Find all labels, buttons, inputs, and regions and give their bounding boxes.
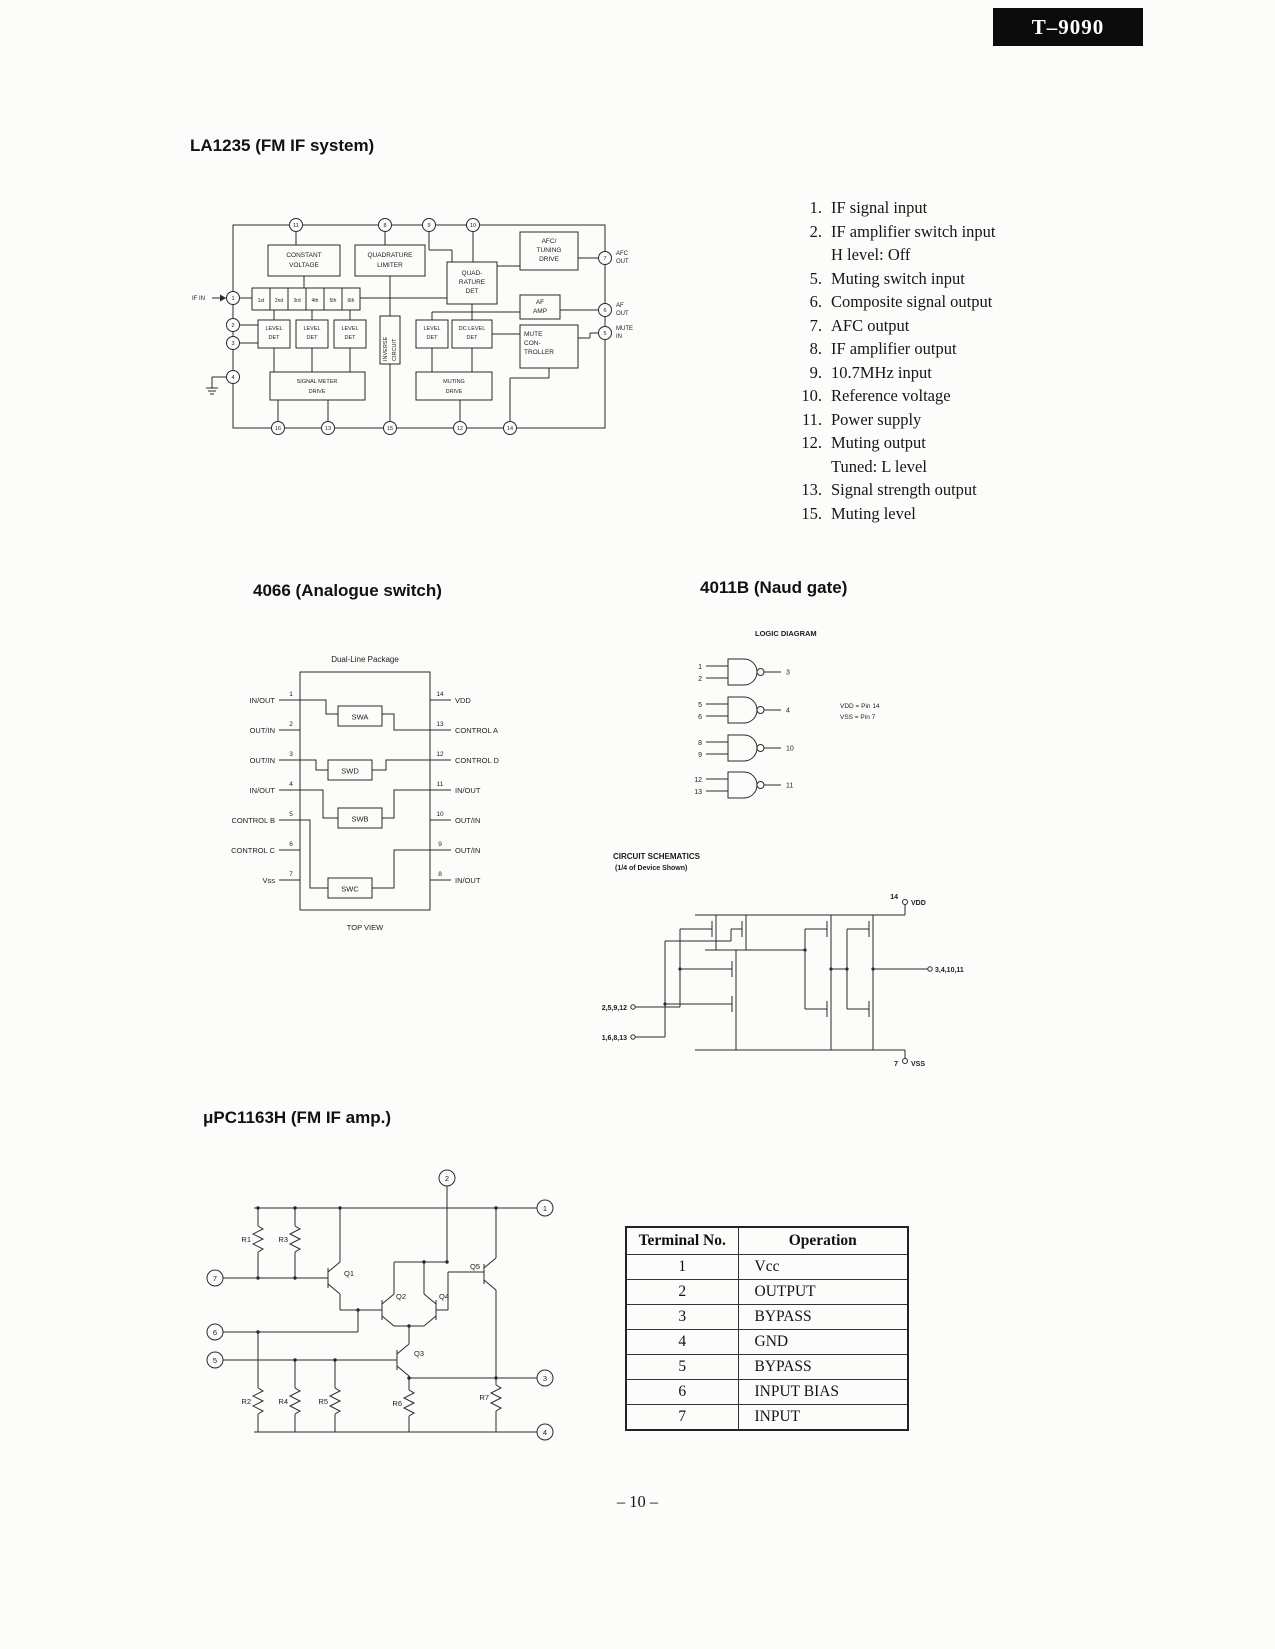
note-number bbox=[788, 243, 822, 267]
input-pins-label: 2,5,9,12 bbox=[601, 1005, 627, 1012]
upc-wires bbox=[223, 1186, 537, 1432]
resistor-label: R3 bbox=[278, 1235, 288, 1244]
note-item bbox=[788, 220, 996, 244]
io-label: MUTE bbox=[616, 326, 633, 332]
pin-number: 11 bbox=[293, 223, 299, 229]
note-text: Muting output bbox=[831, 433, 926, 452]
nand-gate-4 bbox=[694, 772, 793, 798]
note-text: H level: Off bbox=[831, 245, 911, 264]
note-text: IF amplifier switch input bbox=[831, 221, 996, 241]
table-row bbox=[626, 1405, 908, 1431]
pin-number: 1 bbox=[231, 296, 235, 302]
stage-label: 1st bbox=[257, 298, 265, 304]
upc-resistors bbox=[253, 1208, 501, 1432]
note-item bbox=[788, 478, 996, 502]
logic-diagram-label: LOGIC DIAGRAM bbox=[755, 629, 817, 638]
note-number: 6. bbox=[809, 292, 822, 311]
transistor-label: Q5 bbox=[469, 1262, 480, 1271]
pin-number: 4 bbox=[289, 781, 293, 788]
pin-label: CONTROL C bbox=[231, 846, 275, 855]
note-number: 7. bbox=[809, 315, 822, 335]
input-pins-label: 1,6,8,13 bbox=[601, 1035, 627, 1042]
terminal-cell: 4 bbox=[626, 1330, 738, 1355]
block-label: DRIVE bbox=[445, 389, 463, 395]
io-label: OUT bbox=[616, 311, 629, 317]
block-label: AFC/ bbox=[541, 238, 557, 245]
la1235-notes-list bbox=[788, 196, 996, 525]
terminal-cell: 7 bbox=[626, 1405, 738, 1431]
pin-number: 1 bbox=[289, 691, 293, 698]
la1235-block-diagram bbox=[190, 198, 650, 448]
ic4011b-circuit-schematic bbox=[595, 845, 965, 1080]
pin-number: 4 bbox=[542, 1428, 548, 1437]
top-view-label: TOP VIEW bbox=[346, 923, 384, 932]
output-pins-label: 3,4,10,11 bbox=[935, 967, 964, 974]
la1235-section-title: LA1235 (FM IF system) bbox=[190, 136, 375, 155]
pin-number: 16 bbox=[274, 426, 282, 432]
resistor-label: R7 bbox=[479, 1393, 489, 1402]
block-label: QUADRATURE bbox=[367, 252, 413, 259]
note-item bbox=[788, 431, 996, 455]
pin-number: 6 bbox=[289, 841, 293, 848]
column-header: Terminal No. bbox=[626, 1227, 738, 1255]
pin-label: Vss bbox=[262, 876, 275, 885]
note-number: 12. bbox=[801, 433, 822, 452]
note-item bbox=[788, 267, 996, 291]
document-code-badge bbox=[993, 8, 1143, 46]
note-text: IF signal input bbox=[831, 198, 928, 217]
note-number: 5. bbox=[809, 268, 822, 288]
page-number: – 10 – bbox=[616, 1492, 659, 1511]
resistor-label: R6 bbox=[392, 1399, 402, 1408]
resistor-label: R1 bbox=[241, 1235, 251, 1244]
pin-number: 11 bbox=[436, 781, 444, 788]
vss-label: VSS bbox=[911, 1061, 926, 1068]
io-label: IN bbox=[616, 334, 622, 340]
note-item bbox=[788, 408, 996, 432]
block-label: DRIVE bbox=[539, 256, 559, 263]
block-label: LEVEL bbox=[265, 326, 283, 332]
cmos-wires bbox=[631, 900, 932, 1064]
gate-output-number: 10 bbox=[786, 745, 794, 753]
pin-number: 12 bbox=[436, 751, 444, 758]
block-label: LIMITER bbox=[377, 262, 403, 269]
vss-pin-number: 7 bbox=[894, 1061, 898, 1068]
note-item bbox=[788, 337, 996, 361]
note-item bbox=[788, 290, 996, 314]
note-number: 9. bbox=[809, 362, 822, 382]
pin-label: OUT/IN bbox=[455, 846, 481, 855]
note-number: 1. bbox=[809, 198, 822, 217]
terminal-operation-table bbox=[625, 1226, 909, 1431]
table-row bbox=[626, 1305, 908, 1330]
terminal-cell: 5 bbox=[626, 1355, 738, 1380]
gate-input-number: 6 bbox=[698, 714, 702, 721]
block-label: VOLTAGE bbox=[289, 262, 319, 269]
note-number: 2. bbox=[809, 221, 822, 241]
pin-number: 12 bbox=[456, 426, 464, 432]
note-text: Tuned: L level bbox=[831, 456, 927, 476]
ic4066-internal-wires bbox=[300, 700, 430, 888]
gate-input-number: 9 bbox=[698, 752, 702, 759]
pin-number: 5 bbox=[212, 1356, 218, 1365]
pin-number: 7 bbox=[289, 871, 293, 878]
terminal-cell: 3 bbox=[626, 1305, 738, 1330]
upc1163h-schematic bbox=[190, 1142, 585, 1462]
terminal-cell: 1 bbox=[626, 1255, 738, 1280]
operation-cell: GND bbox=[738, 1330, 908, 1355]
pin-label: IN/OUT bbox=[249, 786, 275, 795]
pin-label: OUT/IN bbox=[249, 756, 275, 765]
pin-label: IN/OUT bbox=[249, 696, 275, 705]
block-label: DET bbox=[344, 335, 356, 341]
pin-number: 6 bbox=[212, 1328, 218, 1337]
vdd-label: VDD bbox=[911, 900, 926, 907]
note-item bbox=[788, 314, 996, 338]
pin-number: 7 bbox=[603, 256, 607, 262]
pin-number: 3 bbox=[231, 341, 235, 347]
block-label: INVERSE bbox=[383, 336, 389, 361]
note-text: Composite signal output bbox=[831, 292, 993, 311]
note-text: IF amplifier output bbox=[831, 339, 957, 358]
table-row bbox=[626, 1330, 908, 1355]
la1235-block-labels bbox=[258, 238, 562, 395]
note-text: Muting switch input bbox=[831, 268, 965, 288]
pin-number: 15 bbox=[386, 426, 394, 432]
ic4011b-logic-diagram bbox=[688, 622, 988, 812]
gate-input-number: 13 bbox=[694, 789, 702, 796]
io-label: AF bbox=[616, 303, 624, 309]
block-label: LEVEL bbox=[303, 326, 321, 332]
gate-output-number: 4 bbox=[786, 707, 790, 715]
pin-number: 8 bbox=[383, 223, 387, 229]
pin-label: CONTROL D bbox=[455, 756, 499, 765]
arrowhead-icon bbox=[220, 295, 226, 302]
stage-label: 6th bbox=[347, 298, 355, 304]
switch-label: SWA bbox=[351, 712, 369, 722]
pin-number: 3 bbox=[289, 751, 293, 758]
pin-number: 2 bbox=[231, 323, 235, 329]
transistor-label: Q3 bbox=[414, 1349, 425, 1358]
nand-gate-2 bbox=[698, 697, 790, 723]
block-label: SIGNAL METER bbox=[296, 379, 338, 385]
pin-label: OUT/IN bbox=[249, 726, 275, 735]
switch-label: SWB bbox=[351, 814, 369, 824]
upc-part-labels bbox=[241, 1235, 489, 1408]
pin-number: 2 bbox=[444, 1174, 450, 1183]
switch-label: SWD bbox=[341, 766, 359, 776]
pin-label: CONTROL A bbox=[455, 726, 499, 735]
note-number: 15. bbox=[801, 503, 822, 523]
pin-number: 5 bbox=[603, 331, 607, 337]
table-row bbox=[626, 1380, 908, 1405]
pin-label: IN/OUT bbox=[455, 876, 481, 885]
gate-output-number: 11 bbox=[786, 782, 794, 790]
resistor-label: R5 bbox=[318, 1397, 328, 1406]
pin-label: VDD bbox=[455, 696, 471, 705]
transistor-label: Q4 bbox=[439, 1292, 450, 1301]
block-label: DET bbox=[465, 288, 479, 295]
ic4066-package bbox=[300, 655, 430, 932]
stage-label: 5th bbox=[329, 298, 337, 304]
note-number bbox=[788, 455, 822, 479]
pin-number: 3 bbox=[542, 1374, 548, 1383]
block-label: DC LEVEL bbox=[458, 326, 486, 332]
note-item bbox=[788, 384, 996, 408]
note-number: 13. bbox=[801, 480, 822, 499]
resistor-label: R2 bbox=[241, 1397, 251, 1406]
operation-cell: BYPASS bbox=[738, 1355, 908, 1380]
transistor-label: Q1 bbox=[344, 1269, 355, 1278]
block-label: LEVEL bbox=[341, 326, 359, 332]
upc-transistors bbox=[328, 1208, 496, 1376]
operation-cell: BYPASS bbox=[738, 1305, 908, 1330]
pin-number: 10 bbox=[469, 223, 477, 229]
vss-note: VSS = Pin 7 bbox=[840, 714, 876, 721]
operation-cell: OUTPUT bbox=[738, 1280, 908, 1305]
block-label: MUTING bbox=[443, 379, 465, 385]
note-item bbox=[788, 196, 996, 220]
io-label: IF IN bbox=[192, 296, 205, 302]
note-text: Muting level bbox=[831, 503, 916, 523]
gate-output-number: 3 bbox=[786, 669, 790, 677]
gate-input-number: 8 bbox=[698, 740, 702, 747]
upc1163h-section-title: μPC1163H (FM IF amp.) bbox=[203, 1108, 391, 1127]
document-code: T–9090 bbox=[1031, 14, 1105, 39]
nand-gate-1 bbox=[698, 659, 790, 685]
table-row bbox=[626, 1255, 908, 1280]
block-label: CIRCUIT bbox=[392, 338, 398, 361]
pin-label: IN/OUT bbox=[455, 786, 481, 795]
pin-number: 4 bbox=[231, 375, 235, 381]
operation-cell: INPUT BIAS bbox=[738, 1380, 908, 1405]
block-label: DRIVE bbox=[308, 389, 326, 395]
block-label: QUAD- bbox=[461, 270, 483, 277]
stage-label: 4th bbox=[311, 298, 319, 304]
pin-number: 13 bbox=[324, 426, 332, 432]
vdd-note: VDD = Pin 14 bbox=[840, 703, 880, 710]
pin-label: CONTROL B bbox=[231, 816, 275, 825]
note-text: Reference voltage bbox=[831, 386, 951, 405]
schematic-label: (1/4 of Device Shown) bbox=[615, 865, 688, 872]
note-item bbox=[788, 455, 996, 479]
note-number: 11. bbox=[801, 409, 822, 429]
cmos-labels bbox=[602, 894, 964, 1068]
pin-number: 14 bbox=[506, 426, 514, 432]
ic4066-switch-boxes bbox=[328, 706, 382, 898]
note-text: Signal strength output bbox=[831, 480, 977, 499]
pin-number: 2 bbox=[289, 721, 293, 728]
pin-number: 10 bbox=[436, 811, 444, 818]
note-text: 10.7MHz input bbox=[831, 362, 932, 382]
terminal-cell: 2 bbox=[626, 1280, 738, 1305]
gate-input-number: 2 bbox=[698, 676, 702, 683]
schematic-label: CIRCUIT SCHEMATICS bbox=[613, 852, 700, 861]
block-label: LEVEL bbox=[423, 326, 441, 332]
block-label: TUNING bbox=[536, 247, 562, 254]
note-text: Power supply bbox=[831, 409, 922, 429]
block-label: CONSTANT bbox=[286, 252, 322, 259]
pin-number: 8 bbox=[438, 871, 442, 878]
block-label: DET bbox=[268, 335, 280, 341]
note-text: AFC output bbox=[831, 315, 910, 335]
block-label: DET bbox=[306, 335, 318, 341]
stage-label: 3rd bbox=[293, 298, 301, 304]
pin-label: OUT/IN bbox=[455, 816, 481, 825]
table-row bbox=[626, 1355, 908, 1380]
gate-input-number: 12 bbox=[694, 777, 702, 784]
ic4066-section-title: 4066 (Analogue switch) bbox=[253, 581, 442, 600]
column-header: Operation bbox=[738, 1227, 908, 1255]
terminal-cell: 6 bbox=[626, 1380, 738, 1405]
operation-cell: Vcc bbox=[738, 1255, 908, 1280]
nand-gate-3 bbox=[698, 735, 794, 761]
pin-number: 9 bbox=[427, 223, 431, 229]
block-label: RATURE bbox=[458, 279, 486, 286]
block-label: DET bbox=[466, 335, 478, 341]
note-item bbox=[788, 361, 996, 385]
switch-label: SWC bbox=[341, 884, 359, 894]
package-label: Dual-Line Package bbox=[331, 655, 399, 664]
pin-number: 7 bbox=[212, 1274, 218, 1283]
pin-number: 1 bbox=[542, 1204, 548, 1213]
stage-label: 2nd bbox=[274, 298, 284, 304]
ic4011b-section-title: 4011B (Naud gate) bbox=[700, 578, 848, 597]
table-row bbox=[626, 1280, 908, 1305]
io-label: AFC bbox=[616, 251, 628, 257]
block-label: DET bbox=[426, 335, 438, 341]
block-label: MUTE bbox=[524, 331, 543, 338]
pin-number: 13 bbox=[436, 721, 444, 728]
table-header-row bbox=[626, 1227, 908, 1255]
note-item bbox=[788, 502, 996, 526]
block-label: TROLLER bbox=[524, 349, 554, 356]
vdd-pin-number: 14 bbox=[890, 894, 898, 901]
supply-notes bbox=[840, 703, 880, 721]
io-label: OUT bbox=[616, 259, 629, 265]
block-label: AMP bbox=[532, 308, 548, 315]
block-label: CON- bbox=[524, 340, 541, 347]
operation-cell: INPUT bbox=[738, 1405, 908, 1431]
gate-input-number: 5 bbox=[698, 702, 702, 709]
pin-number: 9 bbox=[438, 841, 442, 848]
note-number: 8. bbox=[809, 339, 822, 358]
pin-number: 5 bbox=[289, 811, 293, 818]
transistor-label: Q2 bbox=[396, 1292, 407, 1301]
ic4066-pinout-diagram bbox=[195, 636, 525, 946]
note-number: 10. bbox=[801, 386, 822, 405]
pin-number: 14 bbox=[436, 691, 444, 698]
block-label: AF bbox=[535, 299, 545, 306]
resistor-label: R4 bbox=[278, 1397, 288, 1406]
note-item bbox=[788, 243, 996, 267]
gate-input-number: 1 bbox=[698, 664, 702, 671]
pin-number: 6 bbox=[603, 308, 607, 314]
